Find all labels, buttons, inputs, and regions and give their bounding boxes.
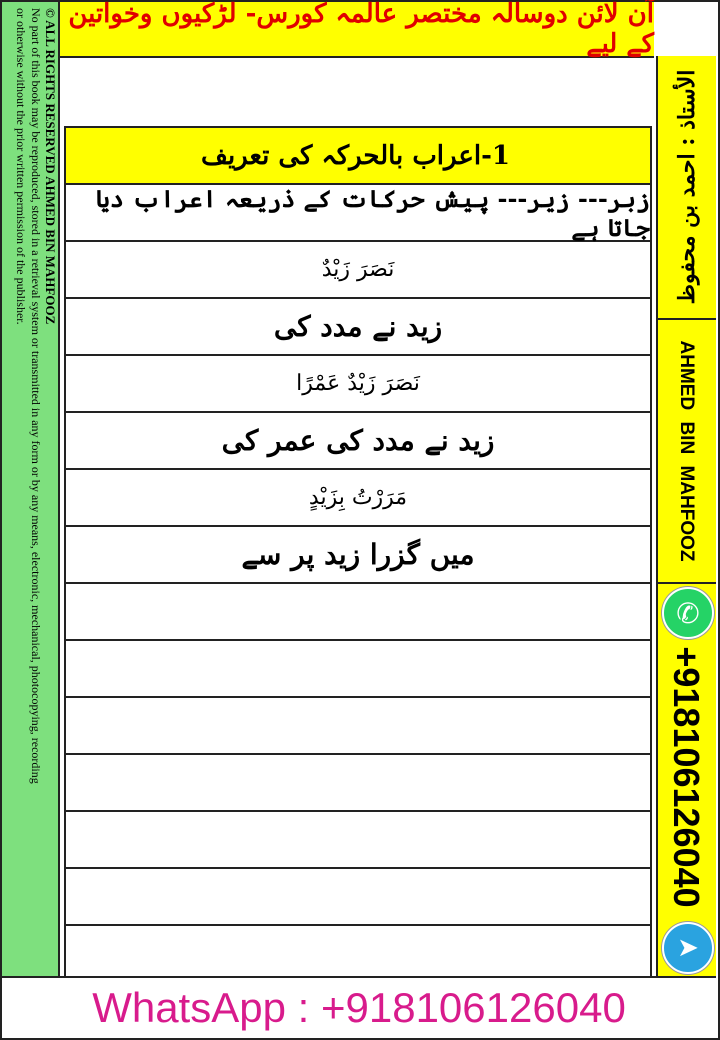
header-title: آن لائن دوسالہ مختصر عالمہ کورس- لڑکیوں وخواتین کے لیے <box>68 0 654 59</box>
author-name: AHMED BIN MAHFOOZ <box>676 340 697 562</box>
whatsapp-icon[interactable]: ✆ <box>662 587 714 639</box>
empty-row <box>66 641 650 698</box>
footer-contact <box>2 976 716 1038</box>
teacher-box <box>658 56 716 320</box>
empty-row <box>66 584 650 641</box>
lesson-row: نَصَرَ زَیْدٌ <box>66 242 650 299</box>
lesson-row: میں گزرا زید پر سے <box>66 527 650 584</box>
name-box <box>658 320 716 584</box>
lesson-row: زید نے مدد کی <box>66 299 650 356</box>
empty-row <box>66 869 650 926</box>
copyright-line: © ALL RIGHTS RESERVED AHMED BIN MAHFOOZ <box>43 8 58 325</box>
phone-number[interactable]: +918106126040 <box>666 646 707 908</box>
telegram-icon[interactable]: ➤ <box>662 922 714 974</box>
lesson-row: نَصَرَ زَیْدٌ عَمْرًا <box>66 356 650 413</box>
contact-sidebar <box>656 56 716 976</box>
teacher-label: الأستاذ : احمد بن محفوظ <box>674 69 700 305</box>
lesson-row: زید نے مدد کی عمر کی <box>66 413 650 470</box>
notice-line-1: No part of this book may be reproduced, stored in a retrieval system or transmitted in any form or by any means, electronic, mechanical, photocopying, recording <box>29 8 43 784</box>
copyright-notice <box>6 8 58 968</box>
copyright-strip <box>2 2 60 976</box>
lesson-row: مَرَرْتُ بِزَیْدٍ <box>66 470 650 527</box>
lesson-row: زبر--- زیر--- پیش حرکات کے ذریعہ اعراب دیا جاتا ہے <box>66 185 650 242</box>
notice-line-2: or otherwise without the prior written permission of the publisher. <box>14 8 28 325</box>
empty-row <box>66 698 650 755</box>
lesson-table <box>64 126 652 980</box>
phone-box <box>658 584 716 976</box>
empty-row <box>66 926 650 980</box>
page-header <box>60 2 654 58</box>
empty-row <box>66 755 650 812</box>
empty-row <box>66 812 650 869</box>
lesson-title: 1-اعراب بالحرکہ کی تعریف <box>66 128 650 185</box>
footer-whatsapp[interactable]: WhatsApp : +918106126040 <box>92 984 626 1031</box>
